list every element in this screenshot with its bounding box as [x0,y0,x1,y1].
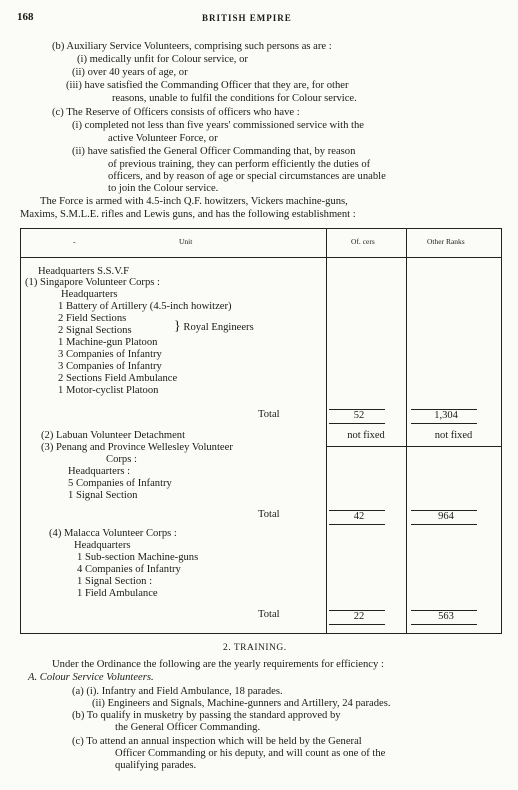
header-dash: - [73,237,76,246]
paragraph-b: (b) Auxiliary Service Volunteers, comprising such persons as are : [52,41,332,52]
malacca-other-ranks-total: 563 [438,611,454,622]
establishment-table [20,228,502,634]
paragraph-c-ii-cont2: officers, and by reason of age or special circumstances are unable [108,171,386,182]
paragraph-b-i: (i) medically unfit for Colour service, or [77,54,248,65]
paragraph-c-i-cont: active Volunteer Force, or [108,133,218,144]
paragraph-b-iii-cont: reasons, unable to fulfil the conditions for Colour service. [112,93,357,104]
table-row: 1 Signal Section : [77,576,153,587]
force-establishment: Maxims, S.M.L.E. rifles and Lewis guns, and has the following establishment : [20,209,356,220]
row-divider [326,446,501,447]
table-row: 5 Companies of Infantry [68,478,172,489]
header-divider [21,257,501,258]
page-number: 168 [17,11,34,23]
training-c: (c) To attend an annual inspection which will be held by the General [72,736,362,747]
force-armament: The Force is armed with 4.5-inch Q.F. howitzers, Vickers machine-guns, [40,196,348,207]
table-row-brace-label: } Royal Engineers [174,319,254,334]
paragraph-c-ii-cont3: to join the Colour service. [108,183,219,194]
running-title: BRITISH EMPIRE [202,13,292,23]
table-row: 2 Sections Field Ambulance [58,373,178,384]
table-row: Headquarters [74,540,131,551]
header-officers: Of. cers [351,237,375,246]
table-row: 2 Signal Sections [58,325,132,336]
paragraph-c: (c) The Reserve of Officers consists of officers who have : [52,107,300,118]
training-b: (b) To qualify in musketry by passing the standard approved by [72,710,341,721]
table-row: (2) Labuan Volunteer Detachment [41,430,186,441]
table-row: 3 Companies of Infantry [58,361,162,372]
table-row: Headquarters S.S.V.F [38,266,130,277]
malacca-officers-total: 22 [353,611,365,622]
table-row-total: Total [258,409,280,420]
penang-other-ranks-total: 964 [438,511,454,522]
paragraph-c-ii-cont1: of previous training, they can perform efficiently the duties of [108,159,371,170]
table-row: 3 Companies of Infantry [58,349,162,360]
table-row: Headquarters : [68,466,131,477]
singapore-other-ranks-total: 1,304 [434,410,458,421]
labuan-other-ranks: not fixed [434,430,473,441]
table-row: (1) Singapore Volunteer Corps : [25,277,160,288]
table-row: 1 Field Ambulance [77,588,158,599]
header-other-ranks: Other Ranks [427,237,465,246]
training-c-cont1: Officer Commanding or his deputy, and will count as one of the [115,748,386,759]
table-row: (3) Penang and Province Wellesley Volunteer [41,442,233,453]
table-row: 2 Field Sections [58,313,127,324]
table-row: 1 Battery of Artillery (4.5-inch howitzer) [58,301,232,312]
singapore-officers-total: 52 [353,410,365,421]
paragraph-b-ii: (ii) over 40 years of age, or [72,67,188,78]
training-intro: Under the Ordinance the following are the yearly requirements for efficiency : [52,659,384,670]
header-unit: Unit [179,237,193,246]
paragraph-c-ii: (ii) have satisfied the General Officer Commanding that, by reason [72,146,356,157]
labuan-officers: not fixed [347,430,385,441]
training-a-ii: (ii) Engineers and Signals, Machine-gunners and Artillery, 24 parades. [92,698,391,709]
table-row: Headquarters [61,289,118,300]
table-row-total: Total [258,609,280,620]
table-row: 1 Sub-section Machine-guns [77,552,199,563]
table-row: 1 Motor-cyclist Platoon [58,385,159,396]
training-c-cont2: qualifying parades. [115,760,197,771]
penang-officers-total: 42 [353,511,365,522]
training-a-i: (a) (i). Infantry and Field Ambulance, 18 parades. [72,686,283,697]
paragraph-c-i: (i) completed not less than five years' commissioned service with the [72,120,364,131]
section-heading: 2. TRAINING. [223,643,287,653]
paragraph-b-iii: (iii) have satisfied the Commanding Officer that they are, for other [66,80,349,91]
table-row: Corps : [106,454,137,465]
table-row: 1 Signal Section [68,490,138,501]
training-b-cont: the General Officer Commanding. [115,722,261,733]
table-row: 1 Machine-gun Platoon [58,337,158,348]
table-row: 4 Companies of Infantry [77,564,181,575]
table-row-total: Total [258,509,280,520]
table-row: (4) Malacca Volunteer Corps : [49,528,177,539]
training-a: A. Colour Service Volunteers. [28,672,154,683]
